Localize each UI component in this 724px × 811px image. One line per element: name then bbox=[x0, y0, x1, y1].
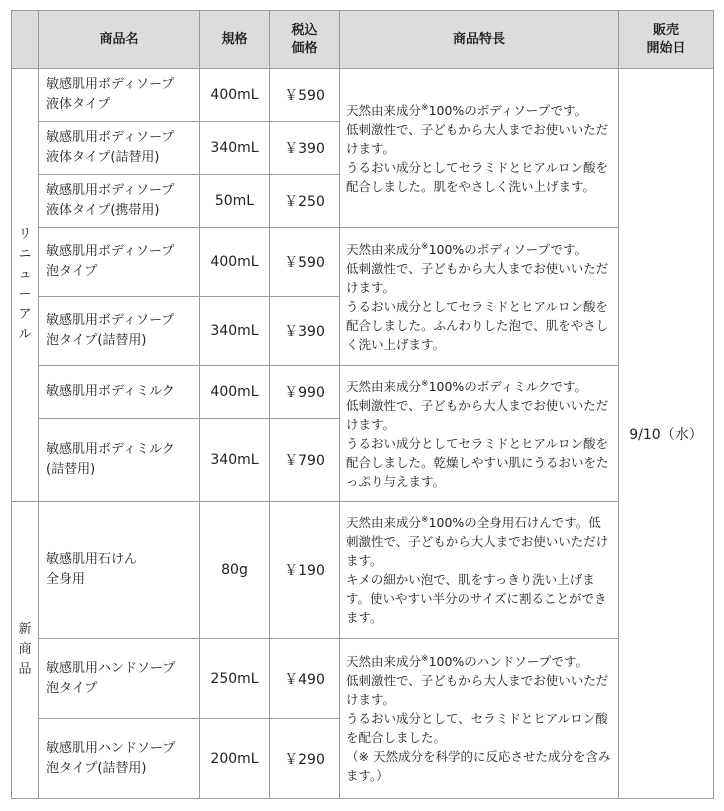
feature-line bbox=[346, 101, 612, 120]
footnote-mark: ※ bbox=[421, 241, 429, 252]
category-renewal bbox=[12, 69, 39, 502]
product-price: ￥250 bbox=[270, 175, 340, 228]
release-date: 9/10（水） bbox=[619, 69, 714, 799]
product-name: 敏感肌用ボディソープ 泡タイプ(詰替用) bbox=[39, 297, 200, 366]
product-name: 敏感肌用ボディソープ 泡タイプ bbox=[39, 228, 200, 297]
feature-line: うるおい成分としてセラミドとヒアルロン酸を配合しました。乾燥しやすい肌にうるおいをたっぷり与えます。 bbox=[346, 435, 609, 489]
feature-line: 低刺激性で、子どもから大人までお使いいただけます。 bbox=[346, 397, 609, 432]
feature-text: 天然由来成分 bbox=[346, 654, 422, 669]
header-features: 商品特長 bbox=[340, 11, 619, 69]
product-size: 80g bbox=[200, 502, 270, 639]
product-size: 400mL bbox=[200, 366, 270, 419]
product-price: ￥490 bbox=[270, 639, 340, 719]
header-name: 商品名 bbox=[39, 11, 200, 69]
product-price: ￥290 bbox=[270, 719, 340, 799]
product-price: ￥990 bbox=[270, 366, 340, 419]
feature-line bbox=[346, 652, 612, 671]
feature-text: 100%のボディミルクです。 bbox=[428, 378, 588, 394]
feature-text: 100%の全身用石けんです。低刺激性で、子どもから大人までお使いいただけます。 bbox=[346, 515, 609, 568]
feature-text: 天然由来成分 bbox=[346, 102, 422, 118]
product-size: 200mL bbox=[200, 719, 270, 799]
product-price: ￥190 bbox=[270, 502, 340, 639]
product-price: ￥790 bbox=[270, 419, 340, 502]
header-category bbox=[12, 11, 39, 69]
product-name: 敏感肌用ボディソープ 液体タイプ bbox=[39, 69, 200, 122]
product-size: 340mL bbox=[200, 297, 270, 366]
feature-line: 低刺激性で、子どもから大人までお使いいただけます。 bbox=[346, 260, 609, 295]
category-label: 新商品 bbox=[18, 622, 32, 677]
table-row bbox=[12, 69, 714, 122]
product-price: ￥590 bbox=[270, 228, 340, 297]
footnote-line: （※ 天然成分を科学的に反応させた成分を含みます。） bbox=[346, 749, 611, 783]
product-price: ￥390 bbox=[270, 297, 340, 366]
product-features bbox=[340, 366, 619, 502]
product-size: 340mL bbox=[200, 122, 270, 175]
product-name: 敏感肌用ボディミルク (詰替用) bbox=[39, 419, 200, 502]
product-features bbox=[340, 69, 619, 228]
header-price: 税込 価格 bbox=[270, 11, 340, 69]
feature-line: 低刺激性で、子どもから大人までお使いいただけます。 bbox=[346, 121, 609, 156]
product-name: 敏感肌用石けん 全身用 bbox=[39, 502, 200, 639]
product-name: 敏感肌用ボディソープ 液体タイプ(詰替用) bbox=[39, 122, 200, 175]
header-release-date: 販売 開始日 bbox=[619, 11, 714, 69]
feature-line: うるおい成分として、セラミドとヒアルロン酸を配合しました。 bbox=[346, 711, 608, 745]
product-name: 敏感肌用ハンドソープ 泡タイプ bbox=[39, 639, 200, 719]
feature-line: キメの細かい泡で、肌をすっきり洗い上げます。使いやすい半分のサイズに割ることができます。 bbox=[346, 572, 607, 625]
footnote-mark: ※ bbox=[421, 378, 429, 389]
feature-line: うるおい成分としてセラミドとヒアルロン酸を配合しました。肌をやさしく洗い上げます。 bbox=[346, 159, 609, 194]
product-size: 400mL bbox=[200, 69, 270, 122]
product-name: 敏感肌用ボディミルク bbox=[39, 366, 200, 419]
table-row bbox=[12, 639, 714, 719]
product-features bbox=[340, 502, 619, 639]
footnote-mark: ※ bbox=[421, 514, 429, 525]
table-row bbox=[12, 366, 714, 419]
feature-line bbox=[346, 240, 612, 259]
category-label: リニューアル bbox=[18, 227, 32, 342]
product-price: ￥390 bbox=[270, 122, 340, 175]
header-row bbox=[12, 11, 714, 69]
product-size: 50mL bbox=[200, 175, 270, 228]
category-new bbox=[12, 502, 39, 799]
feature-text: 天然由来成分 bbox=[346, 515, 422, 530]
header-size: 規格 bbox=[200, 11, 270, 69]
product-features bbox=[340, 228, 619, 366]
product-price: ￥590 bbox=[270, 69, 340, 122]
feature-text: 天然由来成分 bbox=[346, 241, 422, 257]
footnote-mark: ※ bbox=[421, 102, 429, 113]
feature-line: うるおい成分としてセラミドとヒアルロン酸を配合しました。ふんわりした泡で、肌をやさしく洗い上げます。 bbox=[346, 298, 609, 352]
product-size: 250mL bbox=[200, 639, 270, 719]
product-name: 敏感肌用ボディソープ 液体タイプ(携帯用) bbox=[39, 175, 200, 228]
feature-line: 低刺激性で、子どもから大人までお使いいただけます。 bbox=[346, 673, 609, 707]
feature-line bbox=[346, 513, 612, 570]
product-size: 400mL bbox=[200, 228, 270, 297]
table-row bbox=[12, 228, 714, 297]
feature-text: 100%のボディソープです。 bbox=[428, 241, 588, 257]
feature-text: 100%のハンドソープです。 bbox=[428, 654, 589, 669]
product-name: 敏感肌用ハンドソープ 泡タイプ(詰替用) bbox=[39, 719, 200, 799]
feature-text: 天然由来成分 bbox=[346, 378, 422, 394]
product-size: 340mL bbox=[200, 419, 270, 502]
product-features bbox=[340, 639, 619, 799]
table-row bbox=[12, 502, 714, 639]
product-table bbox=[11, 10, 714, 799]
feature-line bbox=[346, 377, 612, 396]
feature-text: 100%のボディソープです。 bbox=[428, 102, 588, 118]
footnote-mark: ※ bbox=[421, 653, 429, 664]
